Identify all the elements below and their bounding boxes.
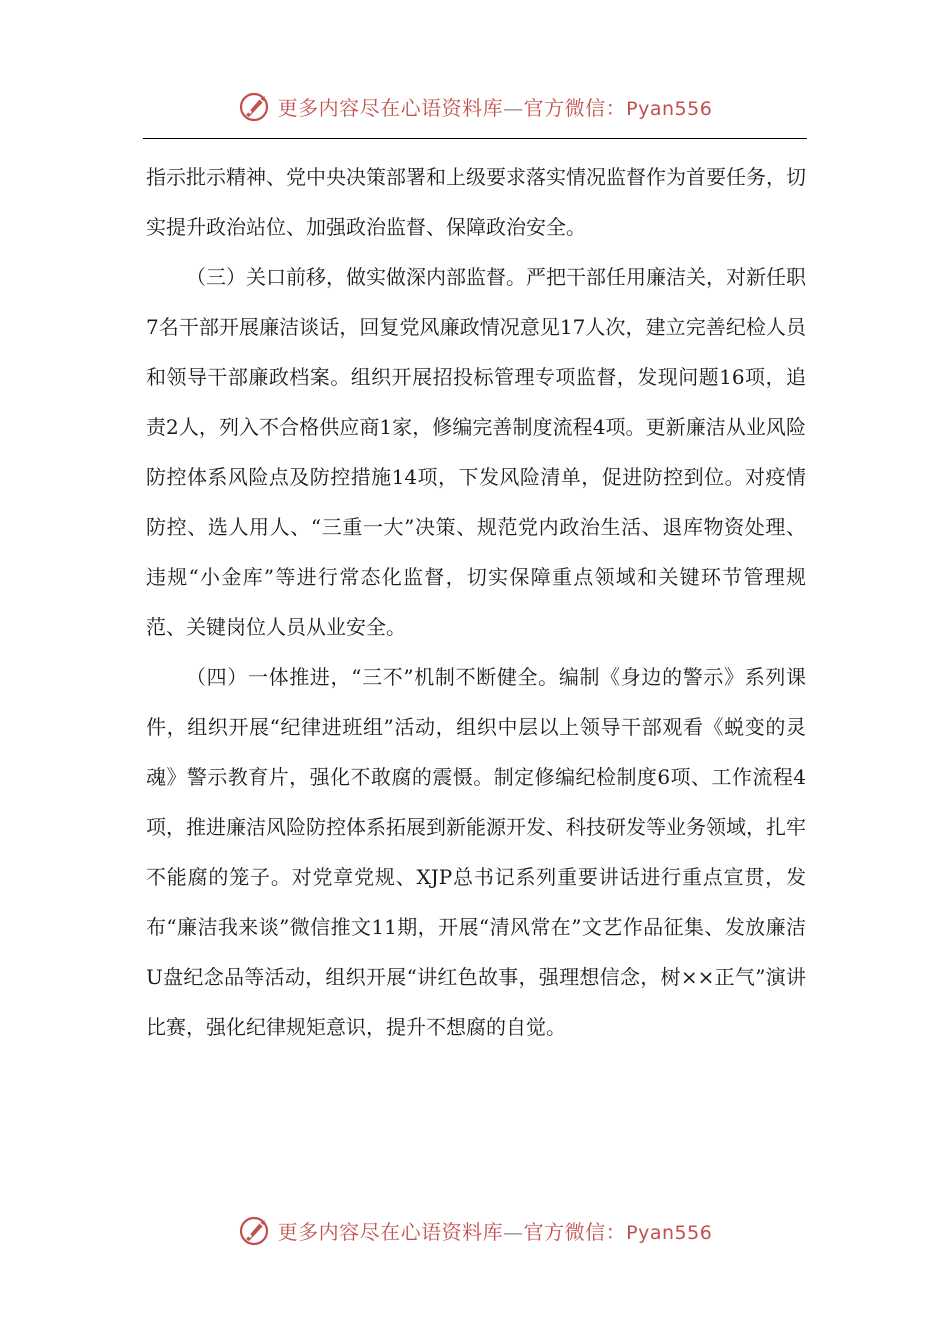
pen-nib-logo-icon xyxy=(238,1212,274,1248)
header-watermark-text: 更多内容尽在心语资料库—官方微信：Pyan556 xyxy=(277,95,713,120)
pen-nib-logo-icon xyxy=(238,88,274,124)
header-rule xyxy=(143,138,807,139)
paragraph-section-4: （四）一体推进，“三不”机制不断健全。编制《身边的警示》系列课件，组织开展“纪律进班组”活动，组织中层以上领导干部观看《蜕变的灵魂》警示教育片，强化不敢腐的震慑。制定修编纪检制度6项、工作流程4项，推进廉洁风险防控体系拓展到新能源开发、科技研发等业务领域，扎牢不能腐的笼子。对党章党规、XJP总书记系列重要讲话进行重点宣贯，发布“廉洁我来谈”微信推文11期，开展“清风常在”文艺作品征集、发放廉洁U盘纪念品等活动，组织开展“讲红色故事，强理想信念，树××正气”演讲比赛，强化纪律规矩意识，提升不想腐的自觉。 xyxy=(146,665,806,1039)
paragraph-continuation: 指示批示精神、党中央决策部署和上级要求落实情况监督作为首要任务，切实提升政治站位、加强政治监督、保障政治安全。 xyxy=(146,165,806,239)
footer-watermark-text: 更多内容尽在心语资料库—官方微信：Pyan556 xyxy=(277,1219,713,1244)
paragraph-section-3: （三）关口前移，做实做深内部监督。严把干部任用廉洁关，对新任职7名干部开展廉洁谈话，回复党风廉政情况意见17人次，建立完善纪检人员和领导干部廉政档案。组织开展招投标管理专项监督，发现问题16项，追责2人，列入不合格供应商1家，修编完善制度流程4项。更新廉洁从业风险防控体系风险点及防控措施14项，下发风险清单，促进防控到位。对疫情防控、选人用人、“三重一大”决策、规范党内政治生活、退库物资处理、违规“小金库”等进行常态化监督，切实保障重点领域和关键环节管理规范、关键岗位人员从业安全。 xyxy=(146,265,806,639)
header-watermark xyxy=(0,88,950,124)
document-body xyxy=(146,152,806,1052)
footer-watermark xyxy=(0,1212,950,1248)
